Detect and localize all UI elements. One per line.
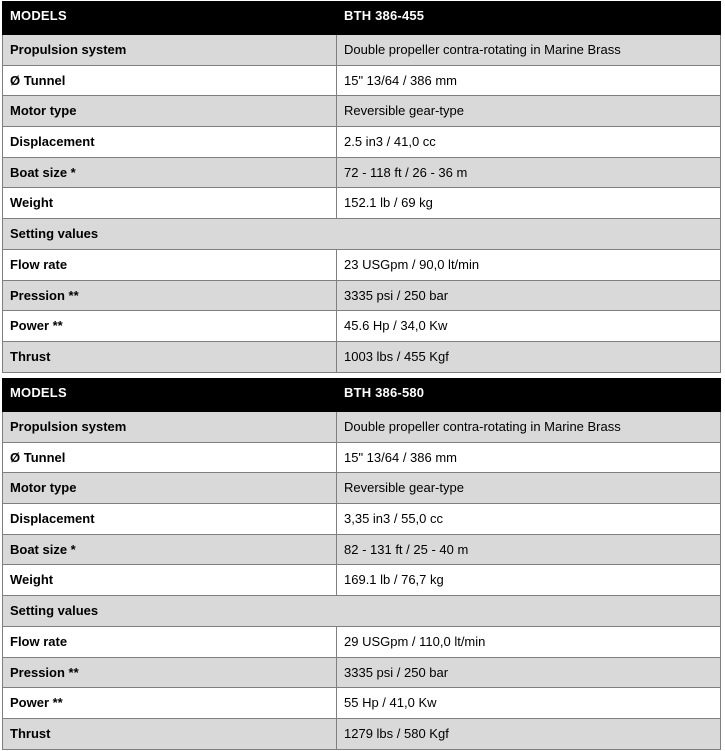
spec-row-boat-size (3, 534, 721, 565)
spec-row-power (3, 688, 721, 719)
spec-row-displacement (3, 504, 721, 535)
spec-value: 15" 13/64 / 386 mm (337, 442, 721, 473)
spec-table-bth-386-455 (2, 1, 721, 373)
spec-value: 15" 13/64 / 386 mm (337, 65, 721, 96)
spec-value: 23 USGpm / 90,0 lt/min (337, 249, 721, 280)
spec-label: Ø Tunnel (3, 442, 337, 473)
setting-values-label: Setting values (3, 219, 721, 250)
spec-value: 45.6 Hp / 34,0 Kw (337, 311, 721, 342)
spec-label: Power ** (3, 688, 337, 719)
spec-value: Reversible gear-type (337, 473, 721, 504)
spec-value: 2.5 in3 / 41,0 cc (337, 127, 721, 158)
spec-label: Displacement (3, 504, 337, 535)
spec-row-weight (3, 565, 721, 596)
spec-value: 55 Hp / 41,0 Kw (337, 688, 721, 719)
spec-value: 3,35 in3 / 55,0 cc (337, 504, 721, 535)
spec-table-bth-386-580 (2, 378, 721, 750)
spec-row-boat-size (3, 157, 721, 188)
models-header-row (3, 379, 721, 412)
spec-label: Propulsion system (3, 35, 337, 66)
spec-row-tunnel (3, 442, 721, 473)
spec-label: Weight (3, 565, 337, 596)
spec-row-motor-type (3, 473, 721, 504)
spec-label: Thrust (3, 341, 337, 372)
spec-value: 72 - 118 ft / 26 - 36 m (337, 157, 721, 188)
spec-label: Propulsion system (3, 412, 337, 443)
spec-value: 169.1 lb / 76,7 kg (337, 565, 721, 596)
spec-row-propulsion-system (3, 35, 721, 66)
spec-label: Motor type (3, 96, 337, 127)
spec-label: Flow rate (3, 626, 337, 657)
spec-row-thrust (3, 718, 721, 749)
spec-value: 3335 psi / 250 bar (337, 280, 721, 311)
spec-label: Power ** (3, 311, 337, 342)
spec-label: Flow rate (3, 249, 337, 280)
spec-row-displacement (3, 127, 721, 158)
setting-values-label: Setting values (3, 596, 721, 627)
spec-table-body (3, 2, 721, 373)
spec-table-body (3, 379, 721, 750)
spec-row-thrust (3, 341, 721, 372)
spec-value: Reversible gear-type (337, 96, 721, 127)
setting-values-row (3, 596, 721, 627)
spec-row-pression (3, 657, 721, 688)
setting-values-row (3, 219, 721, 250)
spec-label: Ø Tunnel (3, 65, 337, 96)
spec-row-flow-rate (3, 626, 721, 657)
model-name: BTH 386-580 (337, 379, 721, 412)
spec-value: Double propeller contra-rotating in Marine Brass (337, 35, 721, 66)
spec-label: Pression ** (3, 657, 337, 688)
spec-label: Thrust (3, 718, 337, 749)
spec-label: Displacement (3, 127, 337, 158)
spec-label: Motor type (3, 473, 337, 504)
spec-value: Double propeller contra-rotating in Marine Brass (337, 412, 721, 443)
spec-row-motor-type (3, 96, 721, 127)
spec-value: 29 USGpm / 110,0 lt/min (337, 626, 721, 657)
models-label: MODELS (3, 2, 337, 35)
spec-row-weight (3, 188, 721, 219)
spec-row-pression (3, 280, 721, 311)
spec-row-power (3, 311, 721, 342)
spec-value: 1003 lbs / 455 Kgf (337, 341, 721, 372)
spec-label: Weight (3, 188, 337, 219)
spec-label: Boat size * (3, 157, 337, 188)
spec-label: Pression ** (3, 280, 337, 311)
spec-row-propulsion-system (3, 412, 721, 443)
spec-row-flow-rate (3, 249, 721, 280)
spec-row-tunnel (3, 65, 721, 96)
spec-value: 3335 psi / 250 bar (337, 657, 721, 688)
spec-value: 82 - 131 ft / 25 - 40 m (337, 534, 721, 565)
model-name: BTH 386-455 (337, 2, 721, 35)
spec-value: 1279 lbs / 580 Kgf (337, 718, 721, 749)
spec-value: 152.1 lb / 69 kg (337, 188, 721, 219)
models-label: MODELS (3, 379, 337, 412)
models-header-row (3, 2, 721, 35)
spec-label: Boat size * (3, 534, 337, 565)
